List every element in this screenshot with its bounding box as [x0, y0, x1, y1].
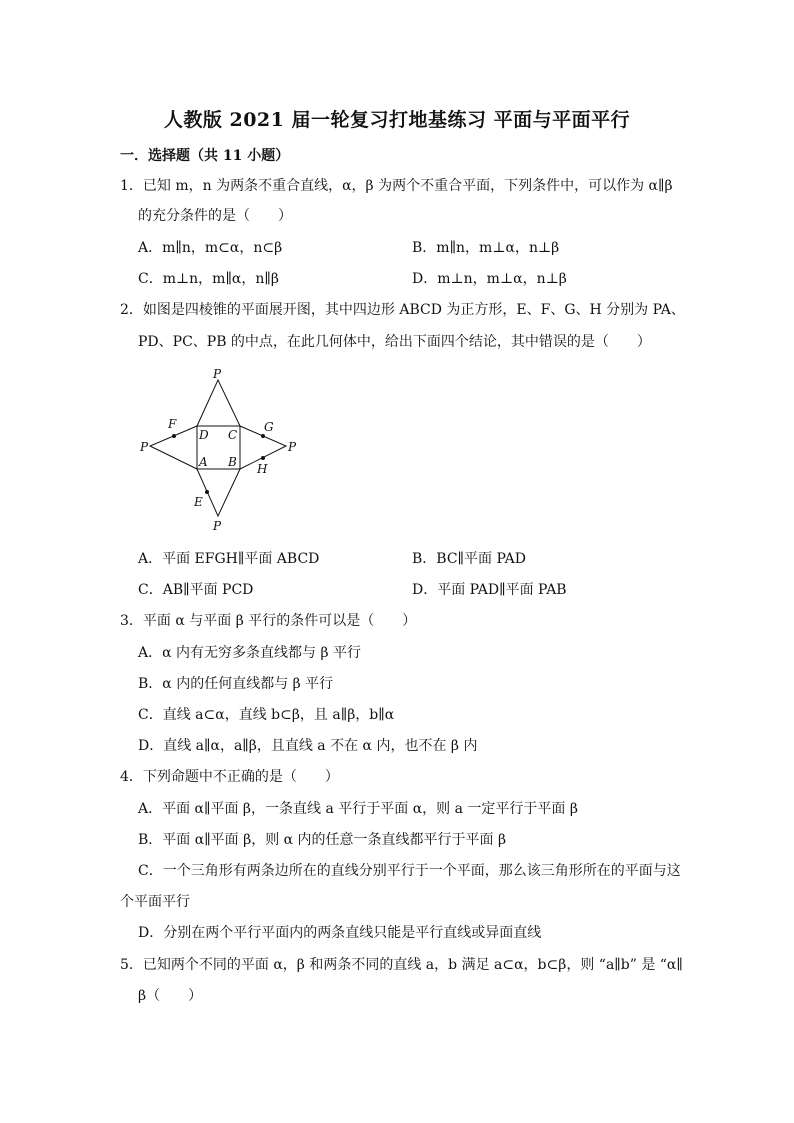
q4-option-a: A．平面 α∥平面 β，一条直线 a 平行于平面 α，则 a 一定平行于平面 β [138, 801, 578, 817]
label-p-left: P [140, 440, 149, 454]
label-p-right: P [288, 440, 297, 454]
triangle-top [197, 380, 240, 426]
q5-stem-line1: 5．已知两个不同的平面 α，β 和两条不同的直线 a，b 满足 a⊂α，b⊂β，则 “a∥b” 是 “α∥ [120, 957, 683, 973]
point-g [261, 434, 265, 438]
label-g: G [264, 420, 274, 434]
q3-stem: 3．平面 α 与平面 β 平行的条件可以是（ ） [120, 613, 417, 629]
label-p-top: P [213, 367, 222, 381]
page-title: 人教版 2021 届一轮复习打地基练习 平面与平面平行 [163, 109, 631, 131]
q2-stem-line1: 2．如图是四棱锥的平面展开图，其中四边形 ABCD 为正方形，E、F、G、H 分别为 PA、 [120, 302, 685, 318]
label-d: D [199, 428, 209, 442]
q4-option-b: B．平面 α∥平面 β，则 α 内的任意一条直线都平行于平面 β [138, 832, 507, 848]
q4-option-c-line1: C．一个三角形有两条边所在的直线分别平行于一个平面，那么该三角形所在的平面与这 [138, 863, 681, 879]
q2-option-d: D．平面 PAD∥平面 PAB [412, 582, 567, 598]
point-f [172, 434, 176, 438]
q2-option-a: A．平面 EFGH∥平面 ABCD [138, 551, 320, 567]
q4-option-c-line2: 个平面平行 [120, 894, 190, 910]
label-b: B [228, 455, 237, 469]
q1-option-a: A．m∥n，m⊂α，n⊂β [138, 240, 283, 256]
q1-option-d: D．m⊥n，m⊥α，n⊥β [412, 271, 567, 287]
triangle-bottom [197, 469, 240, 516]
q3-option-b: B．α 内的任何直线都与 β 平行 [138, 676, 334, 692]
q1-stem-line2: 的充分条件的是（ ） [138, 208, 292, 224]
q2-option-b: B．BC∥平面 PAD [412, 551, 526, 567]
q2-stem-line2: PD、PC、PB 的中点，在此几何体中，给出下面四个结论，其中错误的是（ ） [138, 334, 651, 350]
label-a: A [199, 455, 208, 469]
point-e [205, 490, 209, 494]
q1-stem-line1: 1．已知 m，n 为两条不重合直线，α，β 为两个不重合平面，下列条件中，可以作为 α∥β [120, 178, 673, 194]
section-heading: 一．选择题（共 11 小题） [120, 148, 290, 164]
label-h: H [257, 462, 268, 476]
triangle-left [150, 426, 197, 469]
q3-option-a: A．α 内有无穷多条直线都与 β 平行 [138, 645, 362, 661]
q1-option-c: C．m⊥n，m∥α，n∥β [138, 271, 279, 287]
q2-option-c: C．AB∥平面 PCD [138, 582, 254, 598]
label-f: F [168, 417, 177, 431]
q1-option-b: B．m∥n，m⊥α，n⊥β [412, 240, 560, 256]
q4-stem: 4．下列命题中不正确的是（ ） [120, 769, 339, 785]
point-h [261, 456, 265, 460]
q3-option-c: C．直线 a⊂α，直线 b⊂β，且 a∥β，b∥α [138, 707, 395, 723]
q3-option-d: D．直线 a∥α，a∥β，且直线 a 不在 α 内，也不在 β 内 [138, 738, 478, 754]
q5-stem-line2: β（ ） [138, 988, 203, 1004]
label-e: E [194, 495, 203, 509]
pyramid-net-figure [140, 366, 310, 532]
label-p-bottom: P [213, 519, 222, 532]
label-c: C [228, 428, 238, 442]
q4-option-d: D．分别在两个平行平面内的两条直线只能是平行直线或异面直线 [138, 925, 542, 941]
